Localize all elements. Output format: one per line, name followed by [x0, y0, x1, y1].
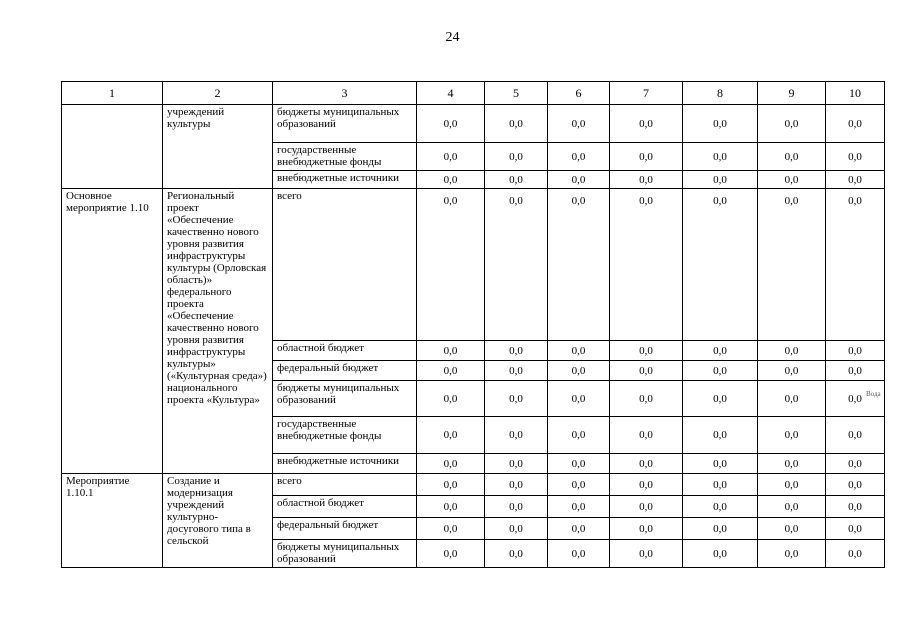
value-cell: 0,0 [826, 189, 885, 341]
budget-table [61, 81, 885, 568]
value-cell: 0,0 [758, 518, 826, 540]
value-cell: 0,0 [610, 474, 683, 496]
block-1-col1: Основное мероприятие 1.10 [62, 189, 163, 474]
value-cell: 0,0 [683, 105, 758, 143]
value-cell: 0,0 [485, 540, 548, 568]
value-cell: 0,0 [826, 474, 885, 496]
table-row [62, 189, 885, 341]
value-cell: 0,0 [548, 171, 610, 189]
value-cell: 0,0 [758, 341, 826, 361]
value-cell: 0,0 [548, 454, 610, 474]
value-cell: 0,0 [610, 540, 683, 568]
block-0-activity: учреждений культуры [163, 105, 273, 189]
column-header: 7 [610, 82, 683, 105]
funding-source: бюджеты муниципальных образований [273, 105, 417, 143]
value-cell: 0,0 [758, 454, 826, 474]
value-cell: 0,0 [610, 171, 683, 189]
funding-source: всего [273, 189, 417, 341]
value-cell: 0,0 [758, 105, 826, 143]
value-cell: 0,0 [683, 143, 758, 171]
value-cell: 0,0 [485, 474, 548, 496]
value-cell: 0,0 [826, 361, 885, 381]
value-cell: 0,0 [610, 417, 683, 454]
value-cell: 0,0 [758, 381, 826, 417]
funding-source: государственные внебюджетные фонды [273, 143, 417, 171]
value-cell: 0,0 [417, 143, 485, 171]
value-cell: 0,0 [548, 105, 610, 143]
funding-source: бюджеты муниципальных образований [273, 540, 417, 568]
value-cell: 0,0 [485, 518, 548, 540]
column-header: 1 [62, 82, 163, 105]
funding-source: всего [273, 474, 417, 496]
value-cell: 0,0 [758, 474, 826, 496]
value-cell: 0,0 [485, 361, 548, 381]
value-cell: 0,0 [548, 518, 610, 540]
value-cell: 0,0 [610, 105, 683, 143]
value-cell: 0,0 [485, 105, 548, 143]
value-cell: 0,0 [417, 474, 485, 496]
value-cell: 0,0 [683, 381, 758, 417]
value-cell: 0,0 [758, 361, 826, 381]
value-cell: 0,0 [485, 454, 548, 474]
value-cell: 0,0 [826, 496, 885, 518]
value-cell: 0,0 [485, 341, 548, 361]
value-cell: 0,0 [758, 496, 826, 518]
value-cell: 0,0 [683, 540, 758, 568]
value-cell: 0,0 [826, 341, 885, 361]
value-cell: 0,0 [417, 189, 485, 341]
value-cell: 0,0 [758, 540, 826, 568]
value-cell: 0,0 [683, 171, 758, 189]
value-cell: 0,0 [417, 518, 485, 540]
value-cell: 0,0 [826, 381, 885, 417]
block-1-activity: Региональный проект «Обеспечение качественно нового уровня развития инфраструктуры культуры (Орловская область)» федерального проекта «Обеспечение качественно нового уровня развития инфраструктуры культуры» («Культурная среда») национального проекта «Культура» [163, 189, 273, 474]
column-header: 8 [683, 82, 758, 105]
page-number: 24 [445, 30, 460, 45]
value-cell: 0,0 [683, 454, 758, 474]
value-cell: 0,0 [826, 143, 885, 171]
value-cell: 0,0 [417, 341, 485, 361]
value-cell: 0,0 [683, 417, 758, 454]
funding-source: областной бюджет [273, 341, 417, 361]
funding-source: областной бюджет [273, 496, 417, 518]
funding-source: внебюджетные источники [273, 171, 417, 189]
funding-source: внебюджетные источники [273, 454, 417, 474]
value-cell: 0,0 [417, 381, 485, 417]
column-header: 9 [758, 82, 826, 105]
value-cell: 0,0 [610, 496, 683, 518]
column-header: 5 [485, 82, 548, 105]
value-cell: 0,0 [610, 341, 683, 361]
value-cell: 0,0 [417, 540, 485, 568]
value-cell: 0,0 [417, 105, 485, 143]
value-cell: 0,0 [826, 454, 885, 474]
funding-source: федеральный бюджет [273, 361, 417, 381]
column-header: 4 [417, 82, 485, 105]
value-cell: 0,0 [548, 143, 610, 171]
value-cell: 0,0 [485, 417, 548, 454]
funding-source: государственные внебюджетные фонды [273, 417, 417, 454]
value-cell: 0,0 [548, 381, 610, 417]
value-cell: 0,0 [683, 518, 758, 540]
table-row [62, 105, 885, 143]
value-cell: 0,0 [683, 361, 758, 381]
block-2-col1: Мероприятие 1.10.1 [62, 474, 163, 568]
value-cell: 0,0 [758, 171, 826, 189]
value-cell: 0,0 [485, 189, 548, 341]
column-header: 10 [826, 82, 885, 105]
value-cell: 0,0 [548, 540, 610, 568]
funding-source: федеральный бюджет [273, 518, 417, 540]
value-cell: 0,0 [826, 417, 885, 454]
value-cell: 0,0 [485, 381, 548, 417]
value-cell: 0,0 [417, 361, 485, 381]
value-cell: 0,0 [758, 143, 826, 171]
value-cell: 0,0 [826, 518, 885, 540]
value-cell: 0,0 [485, 143, 548, 171]
column-header: 2 [163, 82, 273, 105]
value-cell: 0,0 [417, 454, 485, 474]
column-number-header-row [62, 82, 885, 105]
value-cell: 0,0 [826, 105, 885, 143]
value-cell: 0,0 [610, 381, 683, 417]
value-cell: 0,0 [610, 361, 683, 381]
value-cell: 0,0 [548, 341, 610, 361]
value-cell: 0,0 [610, 454, 683, 474]
value-cell: 0,0 [485, 171, 548, 189]
value-cell: 0,0 [683, 474, 758, 496]
column-header: 3 [273, 82, 417, 105]
value-cell: 0,0 [417, 171, 485, 189]
value-cell: 0,0 [758, 417, 826, 454]
margin-mark: Вода [866, 390, 881, 398]
value-cell: 0,0 [826, 171, 885, 189]
value-cell: 0,0 [548, 496, 610, 518]
value-cell: 0,0 [683, 189, 758, 341]
value-cell: 0,0 [548, 361, 610, 381]
funding-source: бюджеты муниципальных образований [273, 381, 417, 417]
value-cell: 0,0 [610, 518, 683, 540]
block-2-activity: Создание и модернизация учреждений культурно-досугового типа в сельской [163, 474, 273, 568]
value-cell: 0,0 [417, 417, 485, 454]
value-cell: 0,0 [683, 341, 758, 361]
value-cell: 0,0 [610, 143, 683, 171]
value-cell: 0,0 [548, 417, 610, 454]
column-header: 6 [548, 82, 610, 105]
value-cell: 0,0 [485, 496, 548, 518]
value-cell: 0,0 [758, 189, 826, 341]
value-cell: 0,0 [683, 496, 758, 518]
value-cell: 0,0 [826, 540, 885, 568]
value-cell: 0,0 [417, 496, 485, 518]
value-cell: 0,0 [610, 189, 683, 341]
value-cell: 0,0 [548, 189, 610, 341]
block-0-col1 [62, 105, 163, 189]
table-row [62, 474, 885, 496]
value-cell: 0,0 [548, 474, 610, 496]
